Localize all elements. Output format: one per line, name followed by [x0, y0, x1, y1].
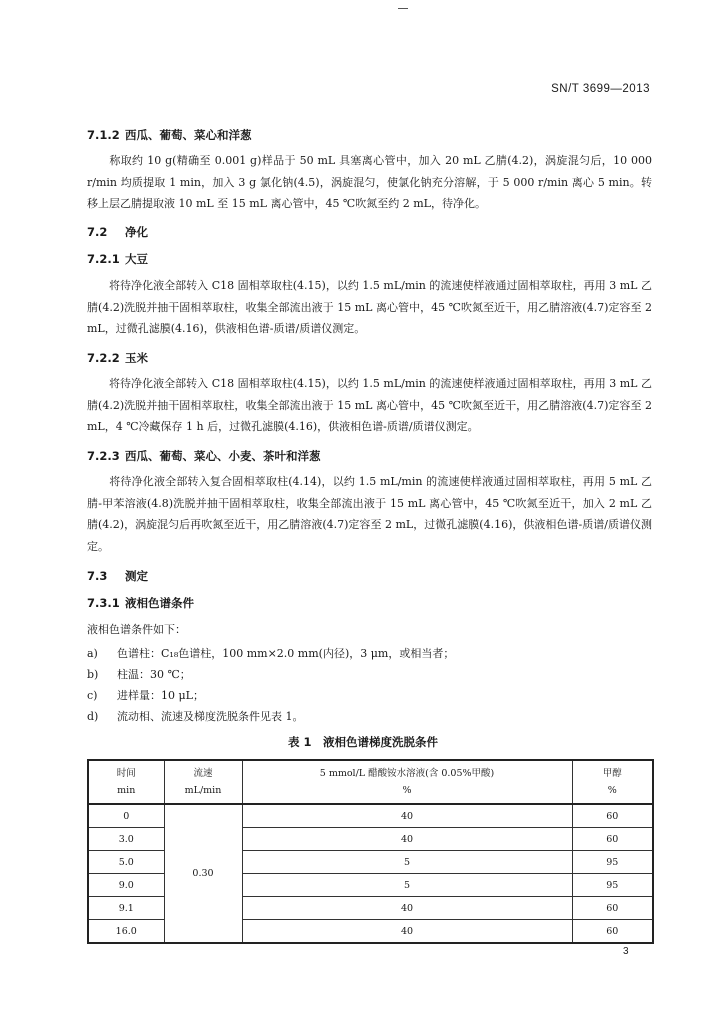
- section-heading-7-3-1: [87, 595, 194, 611]
- table-caption: 表 1 液相色谱梯度洗脱条件: [287, 735, 438, 749]
- paragraph-7-2-1: [87, 275, 652, 340]
- section-number: 7.2.2: [87, 351, 120, 365]
- section-title: 西瓜、葡萄、菜心和洋葱: [125, 128, 252, 142]
- section-title: 净化: [125, 225, 148, 239]
- section-title: 玉米: [125, 351, 148, 365]
- list-text: 柱温：30 ℃；: [117, 668, 191, 681]
- section-number: 7.3.1: [87, 596, 120, 610]
- cell-time: 9.1: [88, 897, 164, 920]
- cell-aqueous: 40: [242, 804, 572, 828]
- section-number: 7.2: [87, 225, 108, 239]
- cell-aqueous: 40: [242, 897, 572, 920]
- section-title: 测定: [125, 569, 148, 583]
- section-number: 7.1.2: [87, 128, 120, 142]
- standard-number: SN/T 3699—2013: [551, 83, 650, 95]
- cell-methanol: 95: [572, 851, 653, 874]
- table-header-row: [88, 760, 653, 804]
- section-title: 液相色谱条件: [125, 596, 194, 610]
- section-number: 7.2.1: [87, 252, 120, 266]
- paragraph-text: 将待净化液全部转入 C18 固相萃取柱(4.15)，以约 1.5 mL/min 的流速使样液通过固相萃取柱，再用 3 mL 乙腈(4.2)洗脱并抽干固相萃取柱，收集全部流出液于 15 mL 离心管中，45 ℃吹氮至近干，用乙腈溶液(4.7)定容至 2 mL，4 ℃冷藏保存 1 h 后，过微孔滤膜(4.16)，供液相色谱-质谱/质谱仪测定。: [87, 377, 652, 433]
- list-marker: c): [87, 689, 98, 702]
- gradient-table: [87, 759, 654, 944]
- cell-time: 9.0: [88, 874, 164, 897]
- cell-methanol: 95: [572, 874, 653, 897]
- cell-flow-rate: 0.30: [164, 804, 242, 943]
- paragraph-7-2-3: [87, 471, 652, 557]
- list-marker: b): [87, 668, 99, 681]
- cell-aqueous: 40: [242, 828, 572, 851]
- section-heading-7-1-2: [87, 127, 252, 143]
- section-title: 大豆: [125, 252, 148, 266]
- cell-time: 16.0: [88, 920, 164, 944]
- list-marker: a): [87, 647, 98, 660]
- section-heading-7-2: [87, 224, 148, 240]
- section-number: 7.3: [87, 569, 108, 583]
- cell-time: 0: [88, 804, 164, 828]
- header-flow: 流速 mL/min: [164, 760, 242, 804]
- cell-aqueous: 40: [242, 920, 572, 944]
- section-heading-7-2-3: [87, 448, 321, 464]
- cell-methanol: 60: [572, 897, 653, 920]
- list-marker: d): [87, 710, 99, 723]
- paragraph-text: 将待净化液全部转入复合固相萃取柱(4.14)，以约 1.5 mL/min 的流速使样液通过固相萃取柱，再用 5 mL 乙腈-甲苯溶液(4.8)洗脱并抽干固相萃取柱，收集全部流出液于 15 mL 离心管中，45 ℃吹氮至近干，加入 2 mL 乙腈(4.2)，涡旋混匀后再吹氮至近干，用乙腈溶液(4.7)定容至 2 mL，过微孔滤膜(4.16)，供液相色谱-质谱/质谱仪测定。: [87, 475, 652, 553]
- header-time: 时间 min: [88, 760, 164, 804]
- cell-time: 5.0: [88, 851, 164, 874]
- cell-methanol: 60: [572, 920, 653, 944]
- cell-aqueous: 5: [242, 874, 572, 897]
- section-heading-7-3: [87, 568, 148, 584]
- top-mark: [398, 8, 408, 9]
- paragraph-text: 将待净化液全部转入 C18 固相萃取柱(4.15)，以约 1.5 mL/min 的流速使样液通过固相萃取柱，再用 3 mL 乙腈(4.2)洗脱并抽干固相萃取柱，收集全部流出液于 15 mL 离心管中，45 ℃吹氮至近干，用乙腈溶液(4.7)定容至 2 mL，过微孔滤膜(4.16)，供液相色谱-质谱/质谱仪测定。: [87, 279, 652, 335]
- conditions-intro: 液相色谱条件如下：: [87, 623, 186, 636]
- table-row: [88, 804, 653, 828]
- list-text: 色谱柱：C₁₈色谱柱，100 mm×2.0 mm(内径)，3 μm，或相当者；: [117, 647, 455, 660]
- header-methanol: 甲醇 %: [572, 760, 653, 804]
- paragraph-7-1-2: [87, 150, 652, 215]
- cell-methanol: 60: [572, 828, 653, 851]
- paragraph-7-2-2: [87, 373, 652, 438]
- cell-time: 3.0: [88, 828, 164, 851]
- section-number: 7.2.3: [87, 449, 120, 463]
- cell-aqueous: 5: [242, 851, 572, 874]
- list-item: [87, 687, 204, 703]
- list-item: [87, 708, 304, 724]
- header-aqueous: 5 mmol/L 醋酸铵水溶液(含 0.05%甲酸) %: [242, 760, 572, 804]
- paragraph-text: 称取约 10 g(精确至 0.001 g)样品于 50 mL 具塞离心管中，加入 20 mL 乙腈(4.2)，涡旋混匀后，10 000 r/min 均质提取 1 min，加入 3 g 氯化钠(4.5)，涡旋混匀，使氯化钠充分溶解，于 5 000 r/min 离心 5 min。转移上层乙腈提取液 10 mL 至 15 mL 离心管中，45 ℃吹氮至约 2 mL，待净化。: [87, 154, 652, 210]
- page-number: 3: [623, 946, 629, 957]
- section-heading-7-2-2: [87, 350, 148, 366]
- list-item: [87, 645, 454, 661]
- section-heading-7-2-1: [87, 251, 148, 267]
- cell-methanol: 60: [572, 804, 653, 828]
- list-item: [87, 666, 191, 682]
- list-text: 进样量：10 μL；: [117, 689, 204, 702]
- section-title: 西瓜、葡萄、菜心、小麦、茶叶和洋葱: [125, 449, 321, 463]
- list-text: 流动相、流速及梯度洗脱条件见表 1。: [117, 710, 304, 723]
